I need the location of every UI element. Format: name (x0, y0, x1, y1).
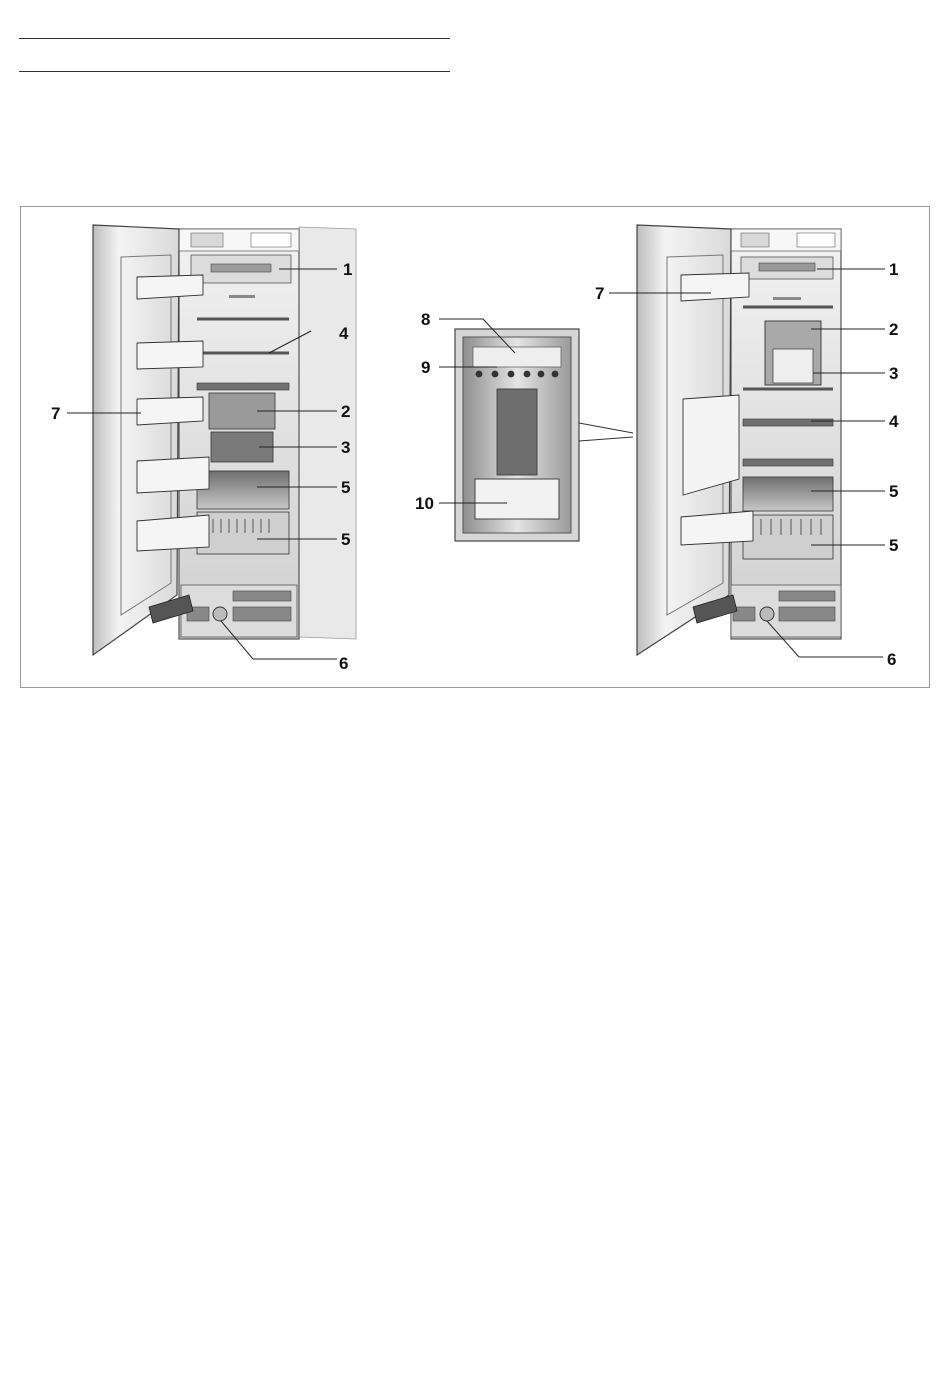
right-callout-7: 7 (595, 284, 605, 303)
right-callout-5b: 5 (889, 536, 899, 555)
right-callout-2: 2 (889, 320, 899, 339)
left-refrigerator (51, 225, 356, 673)
right-callout-5a: 5 (889, 482, 899, 501)
left-callout-5b: 5 (341, 530, 351, 549)
dispenser-detail (415, 310, 633, 541)
right-freezer (595, 225, 899, 669)
appliance-illustration (21, 207, 929, 687)
right-callout-3: 3 (889, 364, 899, 383)
header-rule-top (19, 38, 450, 39)
detail-callout-8: 8 (421, 310, 431, 329)
left-callout-7: 7 (51, 404, 61, 423)
left-callout-1: 1 (343, 260, 353, 279)
left-callout-6: 6 (339, 654, 349, 673)
right-callout-6: 6 (887, 650, 897, 669)
detail-callout-10: 10 (415, 494, 434, 513)
left-callout-2: 2 (341, 402, 351, 421)
left-callout-5a: 5 (341, 478, 351, 497)
appliance-figure (20, 206, 930, 688)
header-rule-bottom (19, 71, 450, 72)
right-callout-1: 1 (889, 260, 899, 279)
left-callout-3: 3 (341, 438, 351, 457)
left-callout-4: 4 (339, 324, 349, 343)
right-callout-4: 4 (889, 412, 899, 431)
detail-callout-9: 9 (421, 358, 431, 377)
